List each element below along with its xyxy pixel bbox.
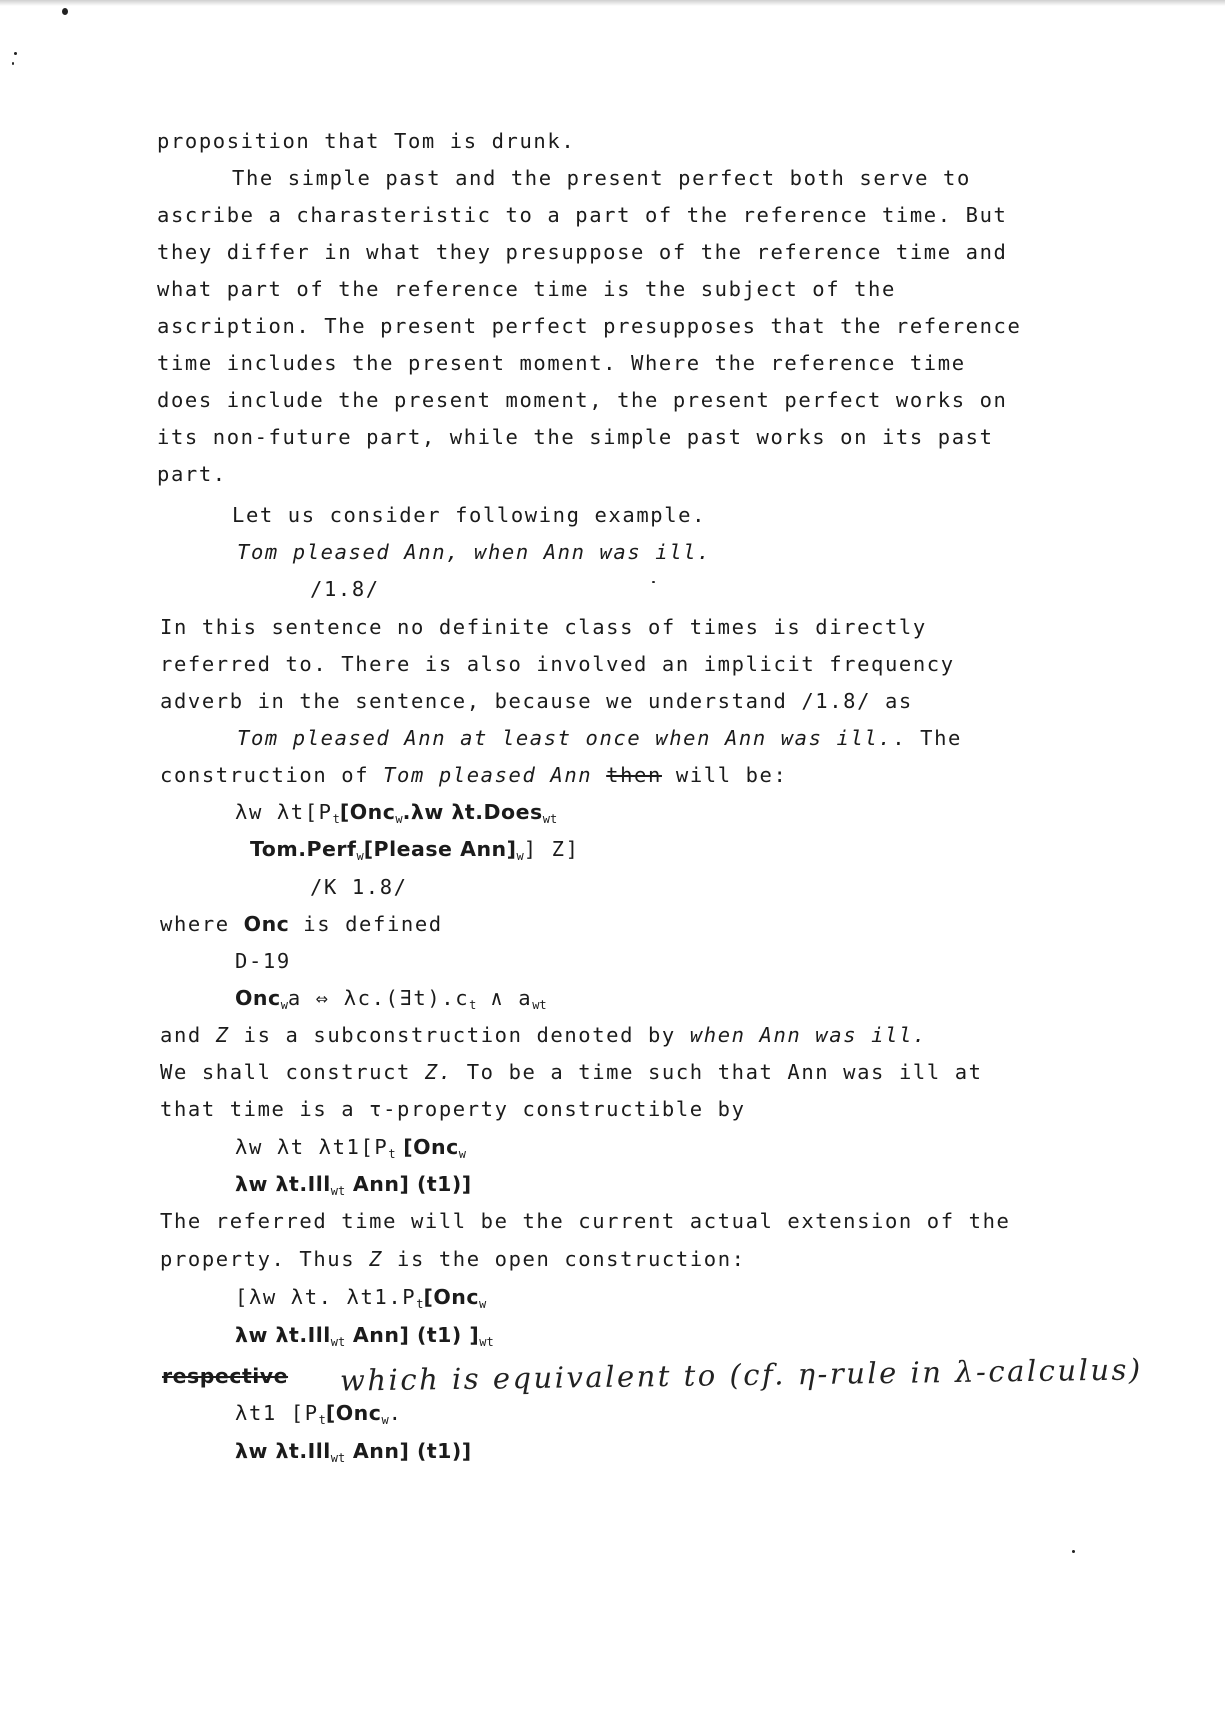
example-number: /1.8/ bbox=[310, 577, 380, 601]
scan-speck bbox=[14, 52, 17, 55]
struck-word: then bbox=[606, 763, 662, 787]
text-fragment: property. Thus bbox=[160, 1247, 370, 1271]
formula-line bbox=[235, 985, 547, 1018]
formula-part: ∧ a bbox=[476, 986, 533, 1010]
subscript: w bbox=[381, 1413, 389, 1427]
formula-line bbox=[235, 1438, 472, 1471]
subscript: w bbox=[395, 812, 403, 826]
text-line: time includes the present moment. Where the reference time bbox=[157, 351, 966, 375]
subscript: wt bbox=[479, 1335, 494, 1349]
subscript: t bbox=[332, 812, 340, 826]
subscript: w bbox=[280, 998, 288, 1012]
formula-part: ] Z] bbox=[523, 837, 580, 861]
subscript: wt bbox=[330, 1451, 346, 1465]
text-line: Let us consider following example. bbox=[232, 503, 707, 527]
text-fragment: is the open construction: bbox=[383, 1247, 746, 1271]
text-fragment: and bbox=[160, 1023, 216, 1047]
symbol: Z bbox=[369, 1247, 384, 1271]
text-line bbox=[160, 762, 787, 788]
text-line bbox=[237, 725, 962, 751]
subscript: wt bbox=[532, 998, 547, 1012]
formula-part: [Onc bbox=[423, 1285, 480, 1309]
text-line: adverb in the sentence, because we understand /1.8/ as bbox=[160, 689, 913, 713]
text-line bbox=[160, 1022, 927, 1048]
handwritten-note: which is equivalent to (cf. η-rule in λ-calculus) bbox=[339, 1352, 1143, 1398]
formula-line bbox=[235, 1134, 466, 1167]
formula-part: Tom.Perf bbox=[250, 837, 357, 861]
text-line: part. bbox=[157, 462, 227, 486]
text-line: ascribe a charasteristic to a part of the reference time. But bbox=[157, 203, 1008, 227]
quoted-phrase: when Ann was ill. bbox=[689, 1023, 927, 1047]
text-line bbox=[160, 1059, 983, 1085]
subscript: wt bbox=[330, 1184, 346, 1198]
text-fragment: To be a time such that Ann was ill at bbox=[452, 1060, 983, 1084]
formula-part: [Onc bbox=[395, 1135, 459, 1159]
text-line bbox=[160, 911, 443, 937]
formula-part: .λw λt.Does bbox=[402, 800, 543, 824]
text-line: In this sentence no definite class of times is directly bbox=[160, 615, 927, 639]
text-line: The simple past and the present perfect both serve to bbox=[232, 166, 971, 190]
text-line: does include the present moment, the present perfect works on bbox=[157, 388, 1008, 412]
subscript: w bbox=[458, 1147, 467, 1161]
scan-speck bbox=[62, 8, 68, 15]
formula-part: λw λt.Ill bbox=[235, 1172, 331, 1196]
text-fragment: We shall construct bbox=[160, 1060, 425, 1084]
text-line: what part of the reference time is the subject of the bbox=[157, 277, 896, 301]
text-line: that time is a τ-property constructible by bbox=[160, 1097, 746, 1121]
text-fragment: is defined bbox=[289, 912, 443, 936]
formula-part: λw λt[P bbox=[235, 800, 333, 824]
subscript: t bbox=[388, 1147, 396, 1161]
formula-part: Onc bbox=[235, 986, 281, 1010]
text-line: its non-future part, while the simple past works on its past bbox=[157, 425, 994, 449]
symbol: Z. bbox=[424, 1060, 453, 1084]
subscript: t bbox=[318, 1413, 326, 1427]
subscript: wt bbox=[330, 1335, 346, 1349]
scan-speck bbox=[652, 581, 655, 583]
quoted-phrase: Tom pleased Ann bbox=[383, 763, 593, 787]
formula-part: Ann] (t1)] bbox=[345, 1439, 472, 1463]
example-sentence: Tom pleased Ann, when Ann was ill. bbox=[237, 540, 712, 564]
formula-line bbox=[235, 1171, 472, 1204]
formula-part: [Onc bbox=[339, 800, 396, 824]
subscript: w bbox=[516, 849, 524, 863]
formula-part: [Please Ann] bbox=[363, 837, 517, 861]
subscript: t bbox=[416, 1297, 424, 1311]
text-line: referred to. There is also involved an implicit frequency bbox=[160, 652, 955, 676]
formula-line bbox=[235, 799, 557, 832]
paraphrase: Tom pleased Ann at least once when Ann was ill. bbox=[237, 726, 893, 750]
formula-line bbox=[250, 836, 580, 869]
struck-word: respective bbox=[162, 1364, 289, 1388]
text-fragment: will be: bbox=[661, 763, 788, 787]
text-fragment: construction of bbox=[160, 763, 384, 787]
formula-part: λt1 [P bbox=[235, 1401, 319, 1425]
term: Onc bbox=[243, 912, 290, 936]
scan-edge bbox=[0, 0, 1225, 6]
formula-part: Ann] (t1)] bbox=[345, 1172, 472, 1196]
text-fragment: . The bbox=[892, 726, 962, 750]
text-fragment: is a subconstruction denoted by bbox=[229, 1023, 690, 1047]
scan-speck bbox=[12, 62, 14, 65]
symbol: Z bbox=[215, 1023, 230, 1047]
formula-line bbox=[235, 1284, 486, 1317]
subscript: t bbox=[469, 998, 477, 1012]
formula-part: a ⇔ λc.(∃t).c bbox=[287, 986, 470, 1010]
text-line bbox=[160, 1246, 746, 1272]
formula-part: λw λt.Ill bbox=[235, 1439, 331, 1463]
text-line: ascription. The present perfect presupposes that the reference bbox=[157, 314, 1022, 338]
formula-number: /K 1.8/ bbox=[310, 875, 408, 899]
formula-part: [λw λt. λt1.P bbox=[235, 1285, 417, 1309]
definition-label: D-19 bbox=[235, 949, 291, 973]
subscript: w bbox=[479, 1297, 487, 1311]
formula-part: [Onc bbox=[325, 1401, 382, 1425]
formula-line bbox=[235, 1322, 494, 1355]
text-line: proposition that Tom is drunk. bbox=[157, 129, 576, 153]
formula-part: λw λt λt1[P bbox=[235, 1135, 389, 1159]
text-fragment: where bbox=[160, 912, 244, 936]
formula-part: . bbox=[388, 1401, 403, 1425]
text-line: they differ in what they presuppose of the reference time and bbox=[157, 240, 1008, 264]
text-line: The referred time will be the current actual extension of the bbox=[160, 1209, 1011, 1233]
formula-part: Ann] (t1) ] bbox=[345, 1323, 480, 1347]
scan-speck bbox=[1072, 1550, 1075, 1553]
formula-line bbox=[235, 1400, 403, 1433]
formula-part: λw λt.Ill bbox=[235, 1323, 331, 1347]
subscript: w bbox=[356, 849, 364, 863]
subscript: wt bbox=[542, 812, 558, 826]
